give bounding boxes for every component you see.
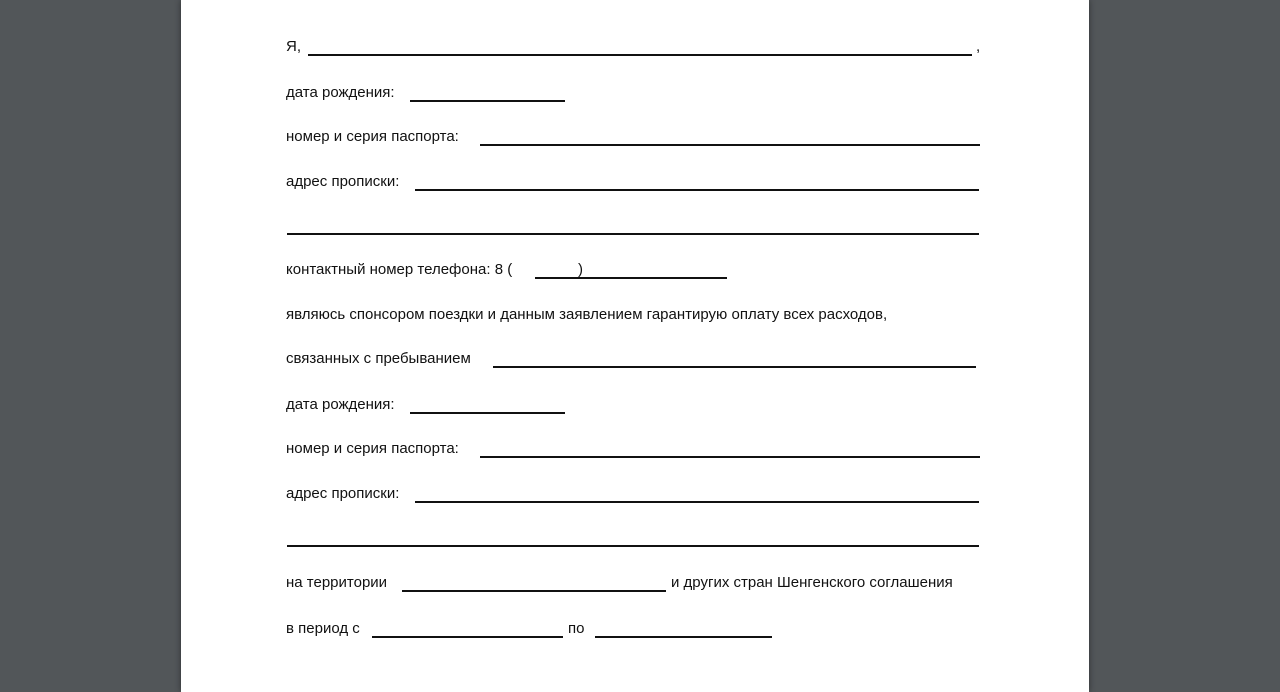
sponsor-address-label: адрес прописки: (286, 173, 400, 190)
sponsor-name-blank[interactable] (308, 54, 972, 56)
document-page (181, 0, 1089, 692)
traveler-name-blank[interactable] (493, 366, 976, 368)
traveler-passport-label: номер и серия паспорта: (286, 440, 459, 457)
traveler-birthdate-blank[interactable] (410, 412, 565, 414)
period-from-blank[interactable] (372, 636, 563, 638)
traveler-address-continuation-blank[interactable] (287, 545, 979, 547)
traveler-passport-blank[interactable] (480, 456, 980, 458)
sponsor-phone-row (286, 259, 1086, 279)
guarantee-statement-text: являюсь спонсором поездки и данным заявлением гарантирую оплату всех расходов, (286, 306, 888, 323)
period-to-label: по (568, 620, 585, 637)
territory-row (286, 572, 1086, 592)
sponsor-passport-blank[interactable] (480, 144, 980, 146)
traveler-address-label: адрес прописки: (286, 485, 400, 502)
traveler-birthdate-row (286, 394, 1086, 414)
traveler-birthdate-label: дата рождения: (286, 396, 395, 413)
sponsor-phone-code-blank[interactable] (535, 277, 577, 279)
traveler-address-continuation-row (286, 527, 1086, 547)
sponsor-address-blank[interactable] (415, 189, 979, 191)
sponsor-address-continuation-blank[interactable] (287, 233, 979, 235)
traveler-passport-row (286, 438, 1086, 458)
sponsor-name-label: Я, (286, 38, 301, 55)
traveler-name-row (286, 348, 1086, 368)
period-to-blank[interactable] (595, 636, 772, 638)
guarantee-statement-row (286, 304, 1086, 324)
sponsor-passport-label: номер и серия паспорта: (286, 128, 459, 145)
territory-country-blank[interactable] (402, 590, 666, 592)
period-from-label: в период с (286, 620, 360, 637)
sponsor-phone-number-blank[interactable] (575, 277, 727, 279)
territory-label: на территории (286, 574, 388, 591)
period-row (286, 618, 1086, 638)
territory-schengen-text: и других стран Шенгенского соглашения (671, 574, 953, 591)
sponsor-address-row (286, 171, 1086, 191)
sponsor-phone-label: контактный номер телефона: 8 ( (286, 261, 513, 278)
traveler-address-blank[interactable] (415, 501, 979, 503)
sponsor-phone-paren: ) (578, 261, 583, 278)
sponsor-address-continuation-row (286, 215, 1086, 235)
sponsor-birthdate-row (286, 82, 1086, 102)
sponsor-passport-row (286, 126, 1086, 146)
sponsor-birthdate-label: дата рождения: (286, 84, 395, 101)
traveler-name-label: связанных с пребыванием (286, 350, 471, 367)
sponsor-name-comma: , (976, 38, 981, 55)
sponsor-birthdate-blank[interactable] (410, 100, 565, 102)
sponsor-name-row (286, 36, 1086, 56)
traveler-address-row (286, 483, 1086, 503)
